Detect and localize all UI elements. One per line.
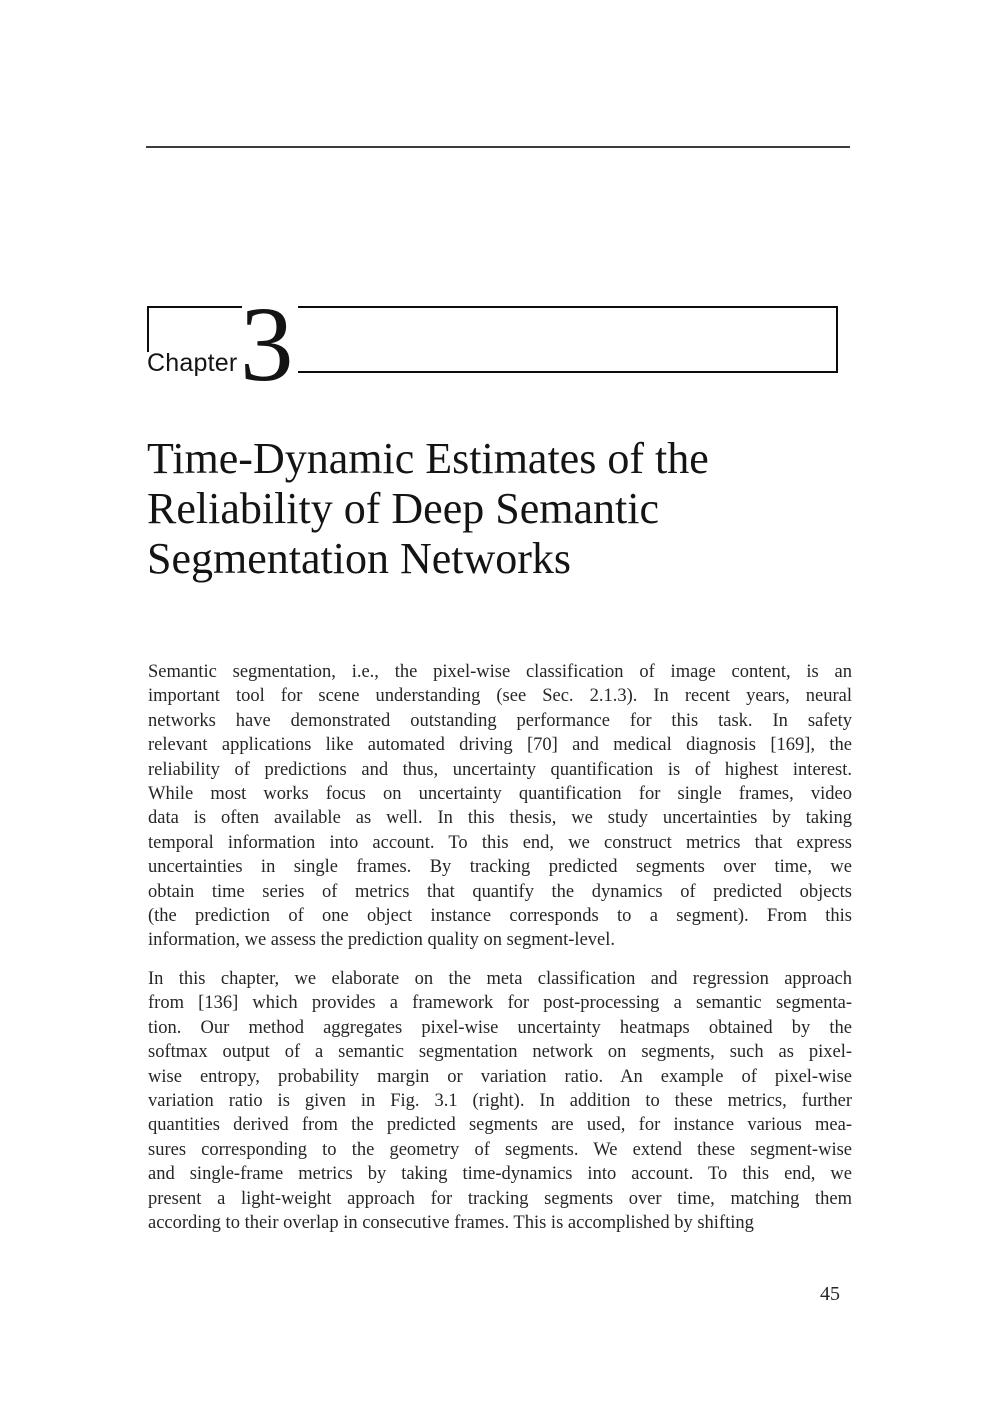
chapter-box-right-line: [836, 306, 838, 373]
text-line: Semantic segmentation, i.e., the pixel-wise classification of image content, is an: [148, 662, 852, 682]
text-line: obtain time series of metrics that quantify the dynamics of predicted objects: [148, 881, 852, 902]
text-line: networks have demonstrated outstanding performance for this task. In safety: [148, 710, 852, 731]
text-line: important tool for scene understanding (see Sec. 2.1.3). In recent years, neural: [148, 686, 852, 707]
body-text: [148, 660, 852, 1235]
text-line: relevant applications like automated driving [70] and medical diagnosis [169], the: [148, 735, 852, 756]
text-line: and single-frame metrics by taking time-dynamics into account. To this end, we: [148, 1164, 852, 1185]
text-line: according to their overlap in consecutive frames. This is accomplished by shifting: [148, 1212, 754, 1233]
text-line: uncertainties in single frames. By tracking predicted segments over time, we: [148, 857, 852, 878]
text-line: variation ratio is given in Fig. 3.1 (right). In addition to these metrics, further: [148, 1090, 852, 1111]
chapter-mark: [147, 286, 838, 404]
text-line: wise entropy, probability margin or variation ratio. An example of pixel-wise: [148, 1066, 852, 1087]
text-line: reliability of predictions and thus, uncertainty quantification is of highest interest.: [148, 759, 852, 780]
page-number: 45: [820, 1283, 840, 1305]
chapter-title-line: Segmentation Networks: [147, 534, 572, 583]
text-line: In this chapter, we elaborate on the meta classification and regression approach: [148, 968, 852, 989]
text-line: information, we assess the prediction quality on segment-level.: [148, 930, 616, 951]
chapter-number: 3: [240, 286, 294, 404]
text-line: quantities derived from the predicted segments are used, for instance various mea-: [148, 1115, 852, 1136]
text-line: softmax output of a semantic segmentation network on segments, such as pixel-: [148, 1042, 852, 1063]
chapter-title-line: Time-Dynamic Estimates of the: [147, 434, 709, 483]
text-line: temporal information into account. To this end, we construct metrics that express: [148, 832, 852, 853]
body-paragraph: [148, 967, 852, 1235]
chapter-box-bottom-right-line: [298, 371, 838, 373]
text-line: from [136] which provides a framework for post-processing a semantic segmenta-: [148, 993, 852, 1014]
chapter-title: [147, 434, 867, 584]
text-line: sures corresponding to the geometry of segments. We extend these segment-wise: [148, 1139, 852, 1160]
chapter-box-top-right-line: [298, 306, 838, 308]
text-line: present a light-weight approach for tracking segments over time, matching them: [148, 1188, 852, 1209]
text-line: data is often available as well. In this thesis, we study uncertainties by taking: [148, 808, 852, 829]
header-rule: [146, 146, 850, 148]
chapter-label: Chapter: [147, 349, 238, 377]
chapter-box-left-line: [147, 306, 149, 352]
text-line: While most works focus on uncertainty quantification for single frames, video: [148, 784, 852, 805]
chapter-box-top-left-line: [147, 306, 242, 308]
chapter-title-line: Reliability of Deep Semantic: [147, 484, 659, 533]
text-line: (the prediction of one object instance corresponds to a segment). From this: [148, 906, 852, 927]
text-line: tion. Our method aggregates pixel-wise uncertainty heatmaps obtained by the: [148, 1017, 852, 1038]
body-paragraph: [148, 660, 852, 953]
